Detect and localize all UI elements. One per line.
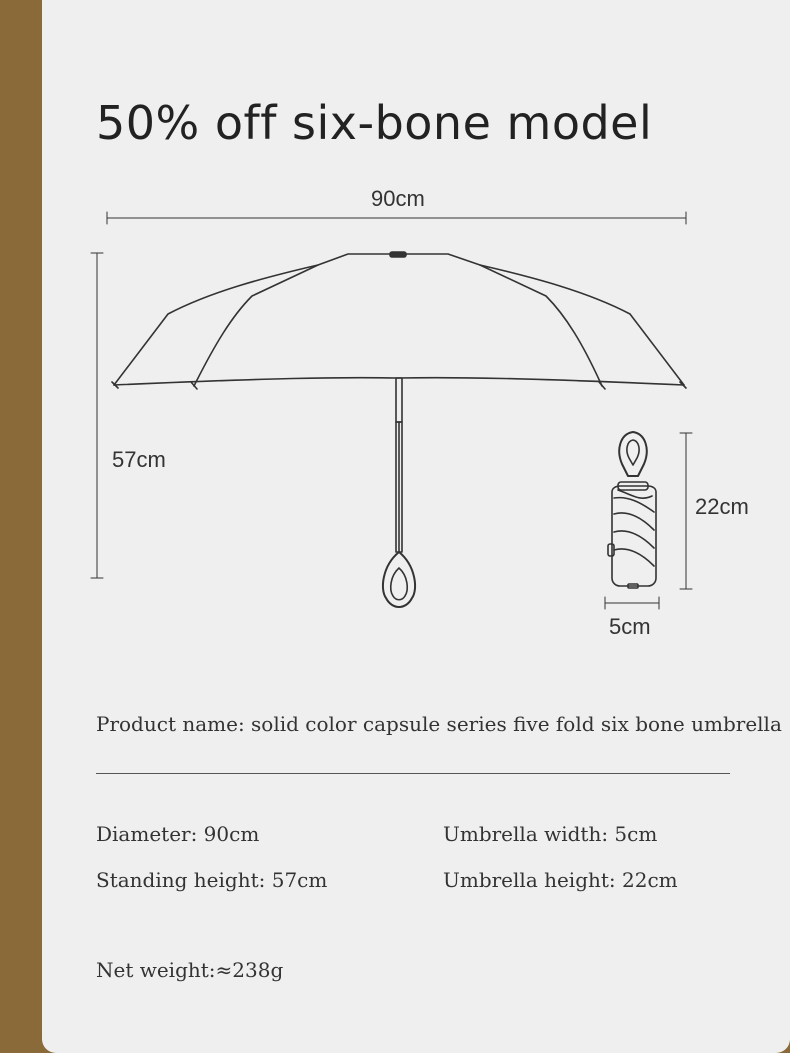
spec-standing-height: Standing height: 57cm (96, 868, 328, 892)
spec-net-weight: Net weight:≈238g (96, 958, 284, 982)
folded-height-label: 22cm (695, 494, 749, 519)
height-dimension-line (91, 253, 103, 578)
spec-diameter: Diameter: 90cm (96, 822, 260, 846)
folded-width-label: 5cm (609, 614, 651, 639)
divider (96, 773, 730, 774)
folded-width-dimension-line (605, 597, 659, 609)
diameter-dimension-line (107, 212, 686, 224)
product-name: Product name: solid color capsule series five fold six bone umbrella (96, 712, 782, 736)
folded-umbrella-icon (608, 432, 656, 588)
spec-umbrella-height: Umbrella height: 22cm (443, 868, 678, 892)
page-title: 50% off six-bone model (96, 96, 653, 150)
height-label: 57cm (112, 447, 166, 472)
diameter-label: 90cm (371, 186, 425, 211)
folded-height-dimension-line (680, 433, 692, 589)
spec-umbrella-width: Umbrella width: 5cm (443, 822, 658, 846)
open-umbrella-icon (112, 252, 686, 607)
